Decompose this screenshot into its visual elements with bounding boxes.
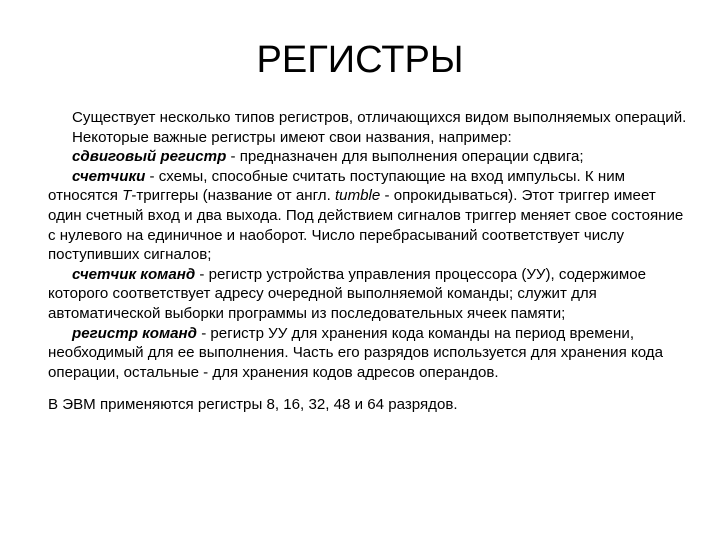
counters-description-part2: -триггеры (название от англ.	[131, 187, 335, 205]
shift-register-paragraph	[48, 147, 688, 167]
names-paragraph: Некоторые важные регистры имеют свои названия, например:	[72, 128, 512, 146]
intro-paragraph: Существует несколько типов регистров, отличающихся видом выполняемых операций.	[72, 109, 687, 126]
tumble-word: tumble	[334, 187, 381, 205]
counters-term: счетчики	[72, 167, 146, 185]
shift-register-term: сдвиговый регистр	[72, 148, 227, 166]
counters-description-part3: - опрокидываться). Этот триггер имеет один счетный вход и два выхода. Под действием сигналов триггер меняет свое состояние с нулевого на единичное и наоборот. Число перебрасываний соответствует числу поступивших сигналов;	[48, 187, 684, 264]
program-counter-paragraph	[48, 265, 688, 324]
instruction-register-paragraph	[48, 324, 688, 383]
shift-register-description: - предназначен для выполнения операции сдвига;	[226, 148, 584, 166]
counters-paragraph	[48, 167, 688, 265]
program-counter-description: - регистр устройства управления процессора (УУ), содержимое которого соответствует адресу очередной выполняемой команды; служит для автоматической выборки программы из последовательных ячеек памяти;	[48, 265, 647, 322]
program-counter-term: счетчик команд	[72, 265, 196, 283]
t-trigger-letter: T	[122, 187, 132, 205]
slide-title: РЕГИСТРЫ	[256, 39, 464, 81]
instruction-register-term: регистр команд	[72, 324, 197, 342]
slide-body	[48, 108, 688, 415]
counters-description-part1: - схемы, способные считать поступающие на вход импульсы. К ним относятся	[48, 167, 625, 205]
instruction-register-description: - регистр УУ для хранения кода команды на период времени, необходимый для ее выполнения. Часть его разрядов используется для хранения кода операции, остальные - для хранения кодов адресов операндов.	[48, 324, 663, 381]
final-paragraph: В ЭВМ применяются регистры 8, 16, 32, 48 и 64 разрядов.	[48, 396, 458, 414]
